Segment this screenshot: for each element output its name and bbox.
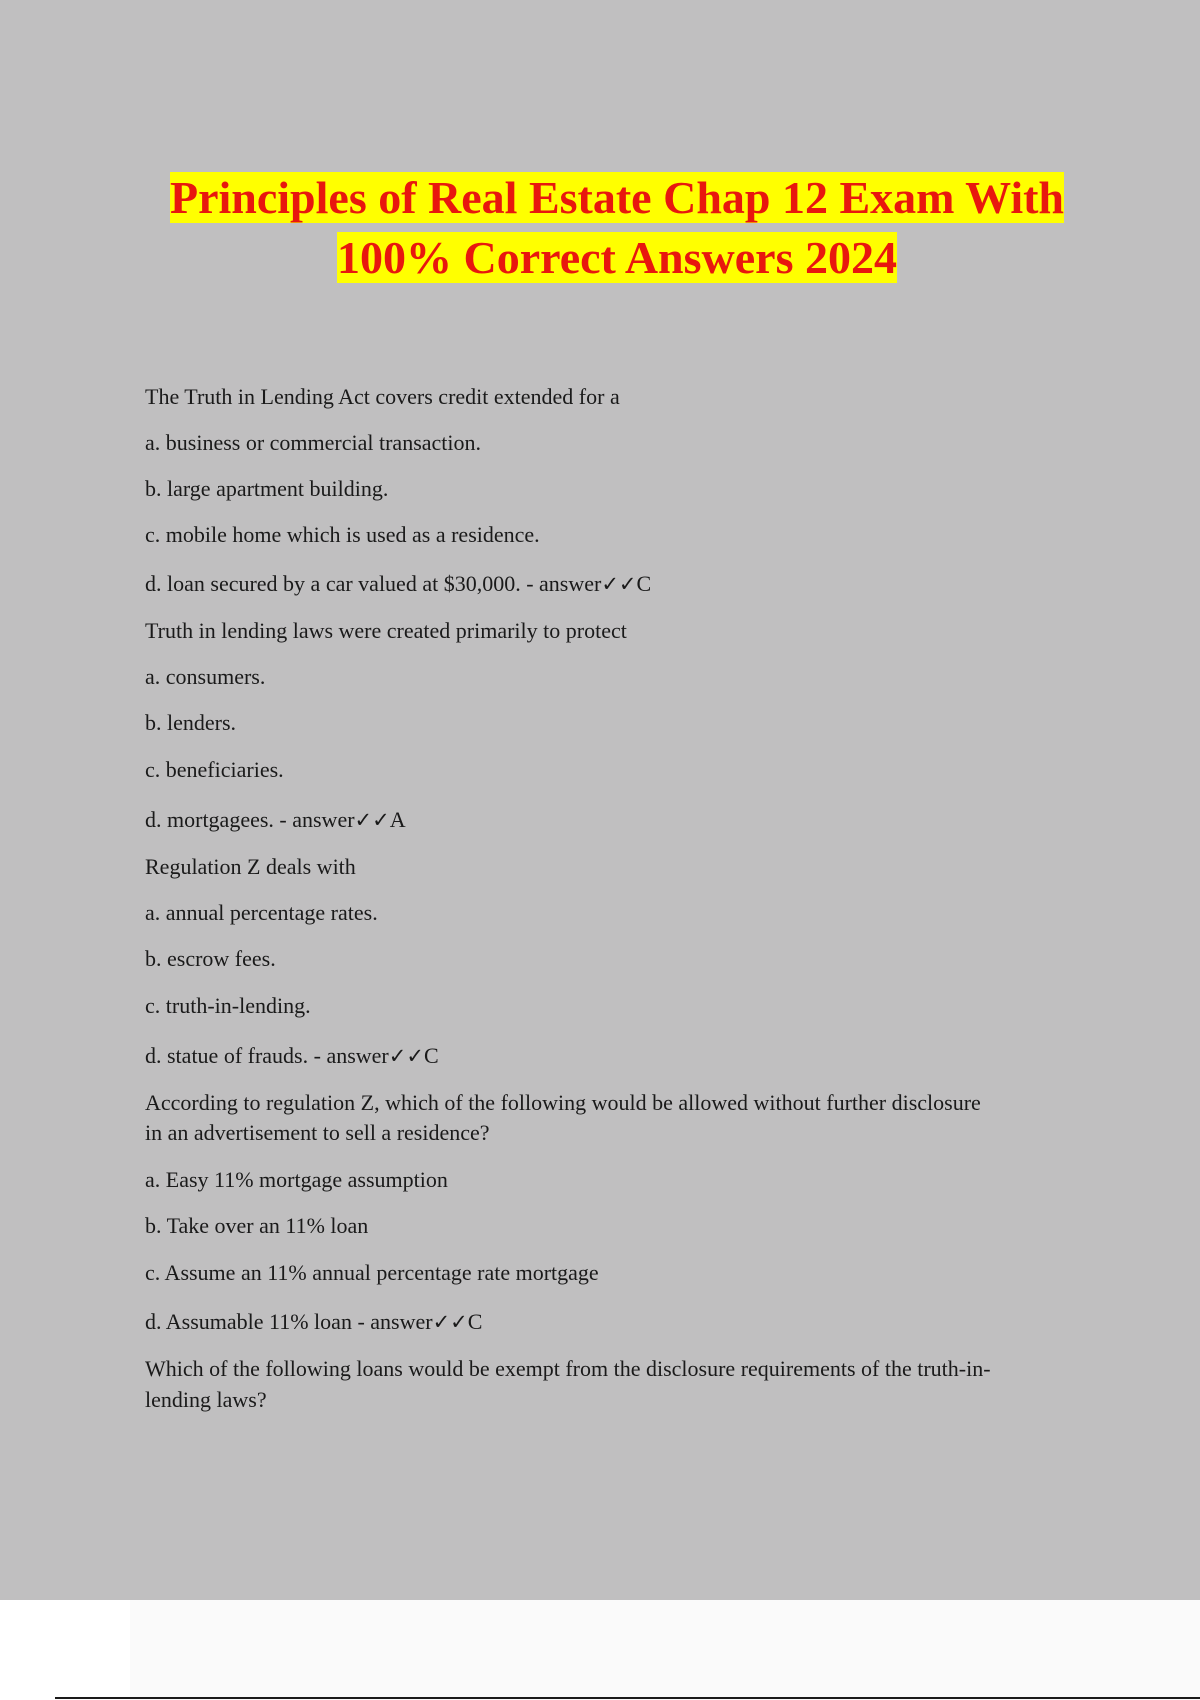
option-text: d. loan secured by a car valued at $30,000. - answer bbox=[145, 571, 602, 596]
answer-check-icon: ✓✓ bbox=[354, 808, 390, 832]
question-3-option-a: a. annual percentage rates. bbox=[145, 900, 378, 925]
question-4-option-c: c. Assume an 11% annual percentage rate mortgage bbox=[145, 1260, 599, 1285]
question-3-text: Regulation Z deals with bbox=[145, 854, 356, 879]
question-2-option-b: b. lenders. bbox=[145, 710, 237, 735]
document-title bbox=[0, 168, 1200, 288]
answer-letter: C bbox=[636, 571, 652, 596]
question-2-option-c: c. beneficiaries. bbox=[145, 757, 284, 782]
question-3-option-c: c. truth-in-lending. bbox=[145, 993, 311, 1018]
option-text: d. statue of frauds. - answer bbox=[145, 1043, 389, 1068]
question-3-option-d bbox=[145, 1041, 1085, 1071]
question-4-option-d bbox=[145, 1307, 1085, 1337]
title-line-2: 100% Correct Answers 2024 bbox=[337, 232, 897, 283]
question-5-text-line-2: lending laws? bbox=[145, 1387, 267, 1412]
question-3-option-b: b. escrow fees. bbox=[145, 946, 276, 971]
answer-letter: C bbox=[423, 1043, 439, 1068]
question-2-text: Truth in lending laws were created primarily to protect bbox=[145, 618, 627, 643]
option-text: d. mortgagees. - answer bbox=[145, 807, 355, 832]
question-1-option-d bbox=[145, 569, 1085, 599]
answer-letter: A bbox=[389, 807, 406, 832]
question-1-option-b: b. large apartment building. bbox=[145, 476, 389, 501]
question-4-text-line-1: According to regulation Z, which of the following would be allowed without further disclosure bbox=[145, 1090, 981, 1115]
question-1-option-c: c. mobile home which is used as a residence. bbox=[145, 522, 540, 547]
page-divider bbox=[55, 1697, 1200, 1699]
question-4-option-a: a. Easy 11% mortgage assumption bbox=[145, 1167, 448, 1192]
question-2-option-a: a. consumers. bbox=[145, 664, 266, 689]
answer-check-icon: ✓✓ bbox=[388, 1044, 424, 1068]
question-1-text: The Truth in Lending Act covers credit extended for a bbox=[145, 384, 620, 409]
question-5-text-line-1: Which of the following loans would be exempt from the disclosure requirements of the truth-in- bbox=[145, 1356, 991, 1381]
question-2-option-d bbox=[145, 805, 1085, 835]
option-text: d. Assumable 11% loan - answer bbox=[145, 1309, 433, 1334]
question-4-text-line-2: in an advertisement to sell a residence? bbox=[145, 1120, 490, 1145]
question-1-option-a: a. business or commercial transaction. bbox=[145, 430, 482, 455]
answer-letter: C bbox=[467, 1309, 483, 1334]
answer-check-icon: ✓✓ bbox=[432, 1310, 468, 1334]
answer-check-icon: ✓✓ bbox=[601, 572, 637, 596]
title-line-1: Principles of Real Estate Chap 12 Exam With bbox=[169, 172, 1065, 223]
question-4-option-b: b. Take over an 11% loan bbox=[145, 1213, 369, 1238]
next-page-sheet bbox=[130, 1600, 1200, 1700]
